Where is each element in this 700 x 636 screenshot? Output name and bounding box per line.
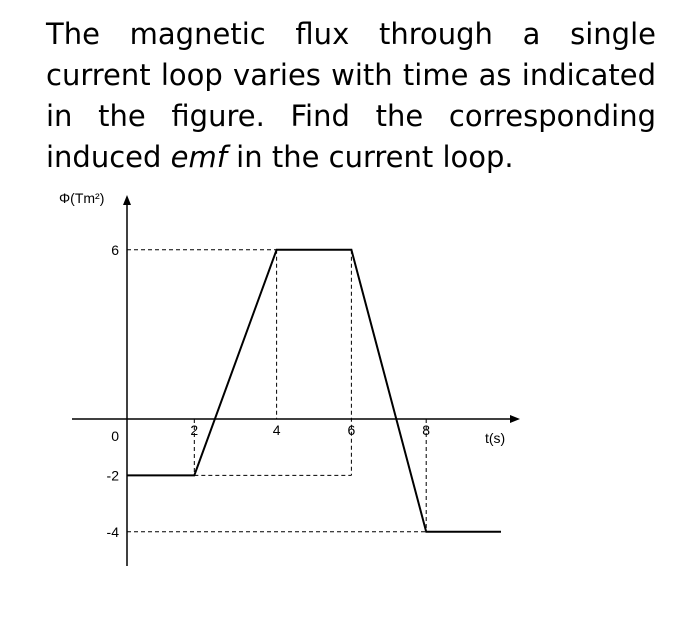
tick-labels (107, 242, 431, 540)
question-text-before: The magnetic flux through a single current loop varies with time as indicated in the figure. Find the corresponding induced (46, 17, 656, 174)
x-tick-2: 2 (190, 422, 199, 438)
y-tick-minus4: -4 (106, 523, 119, 540)
x-tick-8: 8 (422, 422, 431, 438)
question-text-after: in the current loop. (226, 140, 514, 174)
x-tick-4: 4 (272, 422, 281, 438)
guide-lines (127, 250, 426, 532)
x-axis-label: t(s) (485, 430, 506, 446)
question-emphasis: emf (170, 140, 227, 174)
x-axis-arrow (510, 415, 520, 423)
y-tick-0: 0 (111, 428, 119, 444)
flux-curve (127, 250, 501, 532)
y-tick-minus2: -2 (106, 467, 119, 484)
y-axis-label: Φ(Tm²) (59, 190, 105, 206)
y-axis-arrow (123, 195, 131, 205)
x-tick-6: 6 (347, 422, 356, 438)
y-tick-6: 6 (111, 241, 119, 258)
